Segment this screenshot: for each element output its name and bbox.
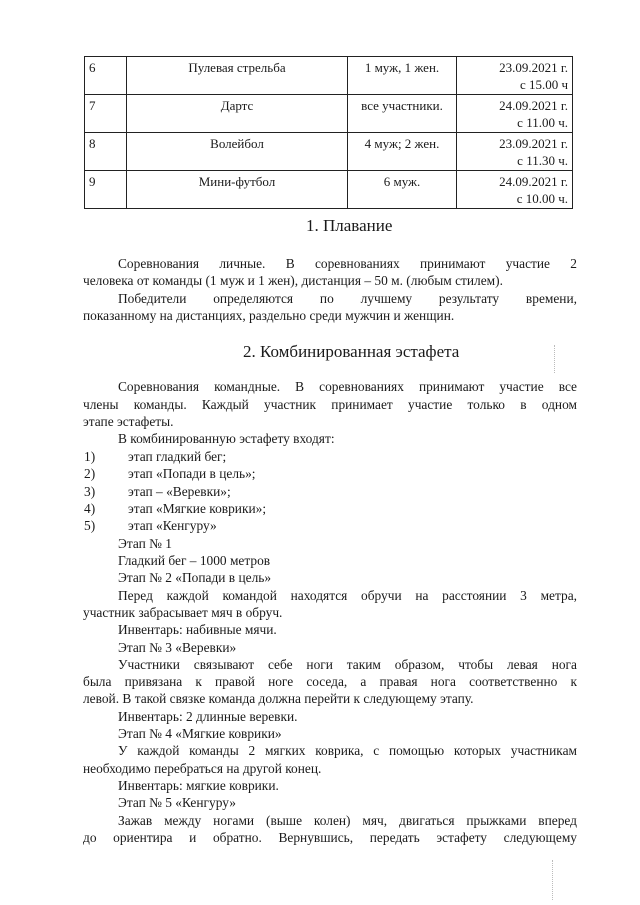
sport-name: Пулевая стрельба (127, 57, 348, 95)
paragraph-line: Этап № 3 «Веревки» (118, 640, 237, 655)
sport-name: Мини-футбол (127, 171, 348, 209)
paragraph-line: Зажав между ногами (выше колен) мяч, двигаться прыжками вперед (118, 813, 577, 828)
date-time (457, 171, 573, 209)
row-number: 9 (85, 171, 127, 209)
event-date: 23.09.2021 г. (499, 136, 568, 151)
row-number: 8 (85, 133, 127, 171)
paragraph-line: участник забрасывает мяч в обруч. (83, 605, 283, 620)
paragraph-line: Соревнования командные. В соревнованиях принимают участие все (118, 379, 577, 394)
paragraph-line: до ориентира и обратно. Вернувшись, передать эстафету следующему (83, 830, 577, 845)
paragraph-line: была привязана к правой ноге соседа, а правая нога соответственно к (83, 674, 577, 689)
participants: все участники. (348, 95, 457, 133)
scan-artifact (554, 345, 555, 373)
scan-artifact (552, 860, 553, 900)
paragraph-line: этапе эстафеты. (83, 414, 174, 429)
event-time: с 11.00 ч. (517, 115, 568, 130)
row-number: 6 (85, 57, 127, 95)
paragraph-line: Участники связывают себе ноги таким образом, чтобы левая нога (118, 657, 577, 672)
list-marker: 4) (84, 501, 96, 516)
paragraph-line: Инвентарь: мягкие коврики. (118, 778, 279, 793)
paragraph-line: человека от команды (1 муж и 1 жен), дистанция – 50 м. (любым стилем). (83, 273, 503, 288)
paragraph-line: Перед каждой командой находятся обручи на расстоянии 3 метра, (118, 588, 577, 603)
section-1-title: 1. Плавание (306, 216, 393, 235)
sport-name: Дартс (127, 95, 348, 133)
participants: 1 муж, 1 жен. (348, 57, 457, 95)
event-time: с 10.00 ч. (516, 191, 568, 206)
list-item: этап «Кенгуру» (128, 518, 217, 533)
paragraph-line: Этап № 1 (118, 536, 172, 551)
table-row (85, 133, 573, 171)
list-marker: 2) (84, 466, 96, 481)
event-time: с 11.30 ч. (517, 153, 568, 168)
schedule-table (84, 56, 573, 209)
row-number: 7 (85, 95, 127, 133)
paragraph-line: Этап № 5 «Кенгуру» (118, 795, 236, 810)
paragraph-line: Победители определяются по лучшему результату времени, (118, 291, 577, 306)
paragraph-line: левой. В такой связке команда должна перейти к следующему этапу. (83, 691, 474, 706)
list-marker: 1) (84, 449, 96, 464)
paragraph-line: члены команды. Каждый участник принимает участие только в одном (83, 397, 577, 412)
table-row (85, 57, 573, 95)
list-marker: 3) (84, 484, 96, 499)
event-date: 24.09.2021 г. (499, 174, 568, 189)
list-item: этап – «Веревки»; (128, 484, 231, 499)
sport-name: Волейбол (127, 133, 348, 171)
paragraph-line: В комбинированную эстафету входят: (118, 431, 335, 446)
paragraph-line: Этап № 2 «Попади в цель» (118, 570, 272, 585)
paragraph-line: У каждой команды 2 мягких коврика, с помощью которых участникам (118, 743, 577, 758)
participants: 4 муж; 2 жен. (348, 133, 457, 171)
date-time (457, 95, 573, 133)
event-date: 23.09.2021 г. (499, 60, 568, 75)
paragraph-line: Гладкий бег – 1000 метров (118, 553, 271, 568)
date-time (457, 57, 573, 95)
table-row (85, 95, 573, 133)
list-item: этап «Попади в цель»; (128, 466, 256, 481)
event-time: с 15.00 ч (519, 77, 568, 92)
list-item: этап «Мягкие коврики»; (128, 501, 267, 516)
participants: 6 муж. (348, 171, 457, 209)
section-2-title: 2. Комбинированная эстафета (243, 342, 460, 361)
paragraph-line: Соревнования личные. В соревнованиях принимают участие 2 (118, 256, 577, 271)
paragraph-line: необходимо перебраться на другой конец. (83, 761, 322, 776)
paragraph-line: Инвентарь: набивные мячи. (118, 622, 277, 637)
date-time (457, 133, 573, 171)
list-marker: 5) (84, 518, 96, 533)
paragraph-line: Инвентарь: 2 длинные веревки. (118, 709, 298, 724)
table-row (85, 171, 573, 209)
paragraph-line: показанному на дистанциях, раздельно среди мужчин и женщин. (83, 308, 455, 323)
paragraph-line: Этап № 4 «Мягкие коврики» (118, 726, 282, 741)
event-date: 24.09.2021 г. (499, 98, 568, 113)
list-item: этап гладкий бег; (128, 449, 227, 464)
